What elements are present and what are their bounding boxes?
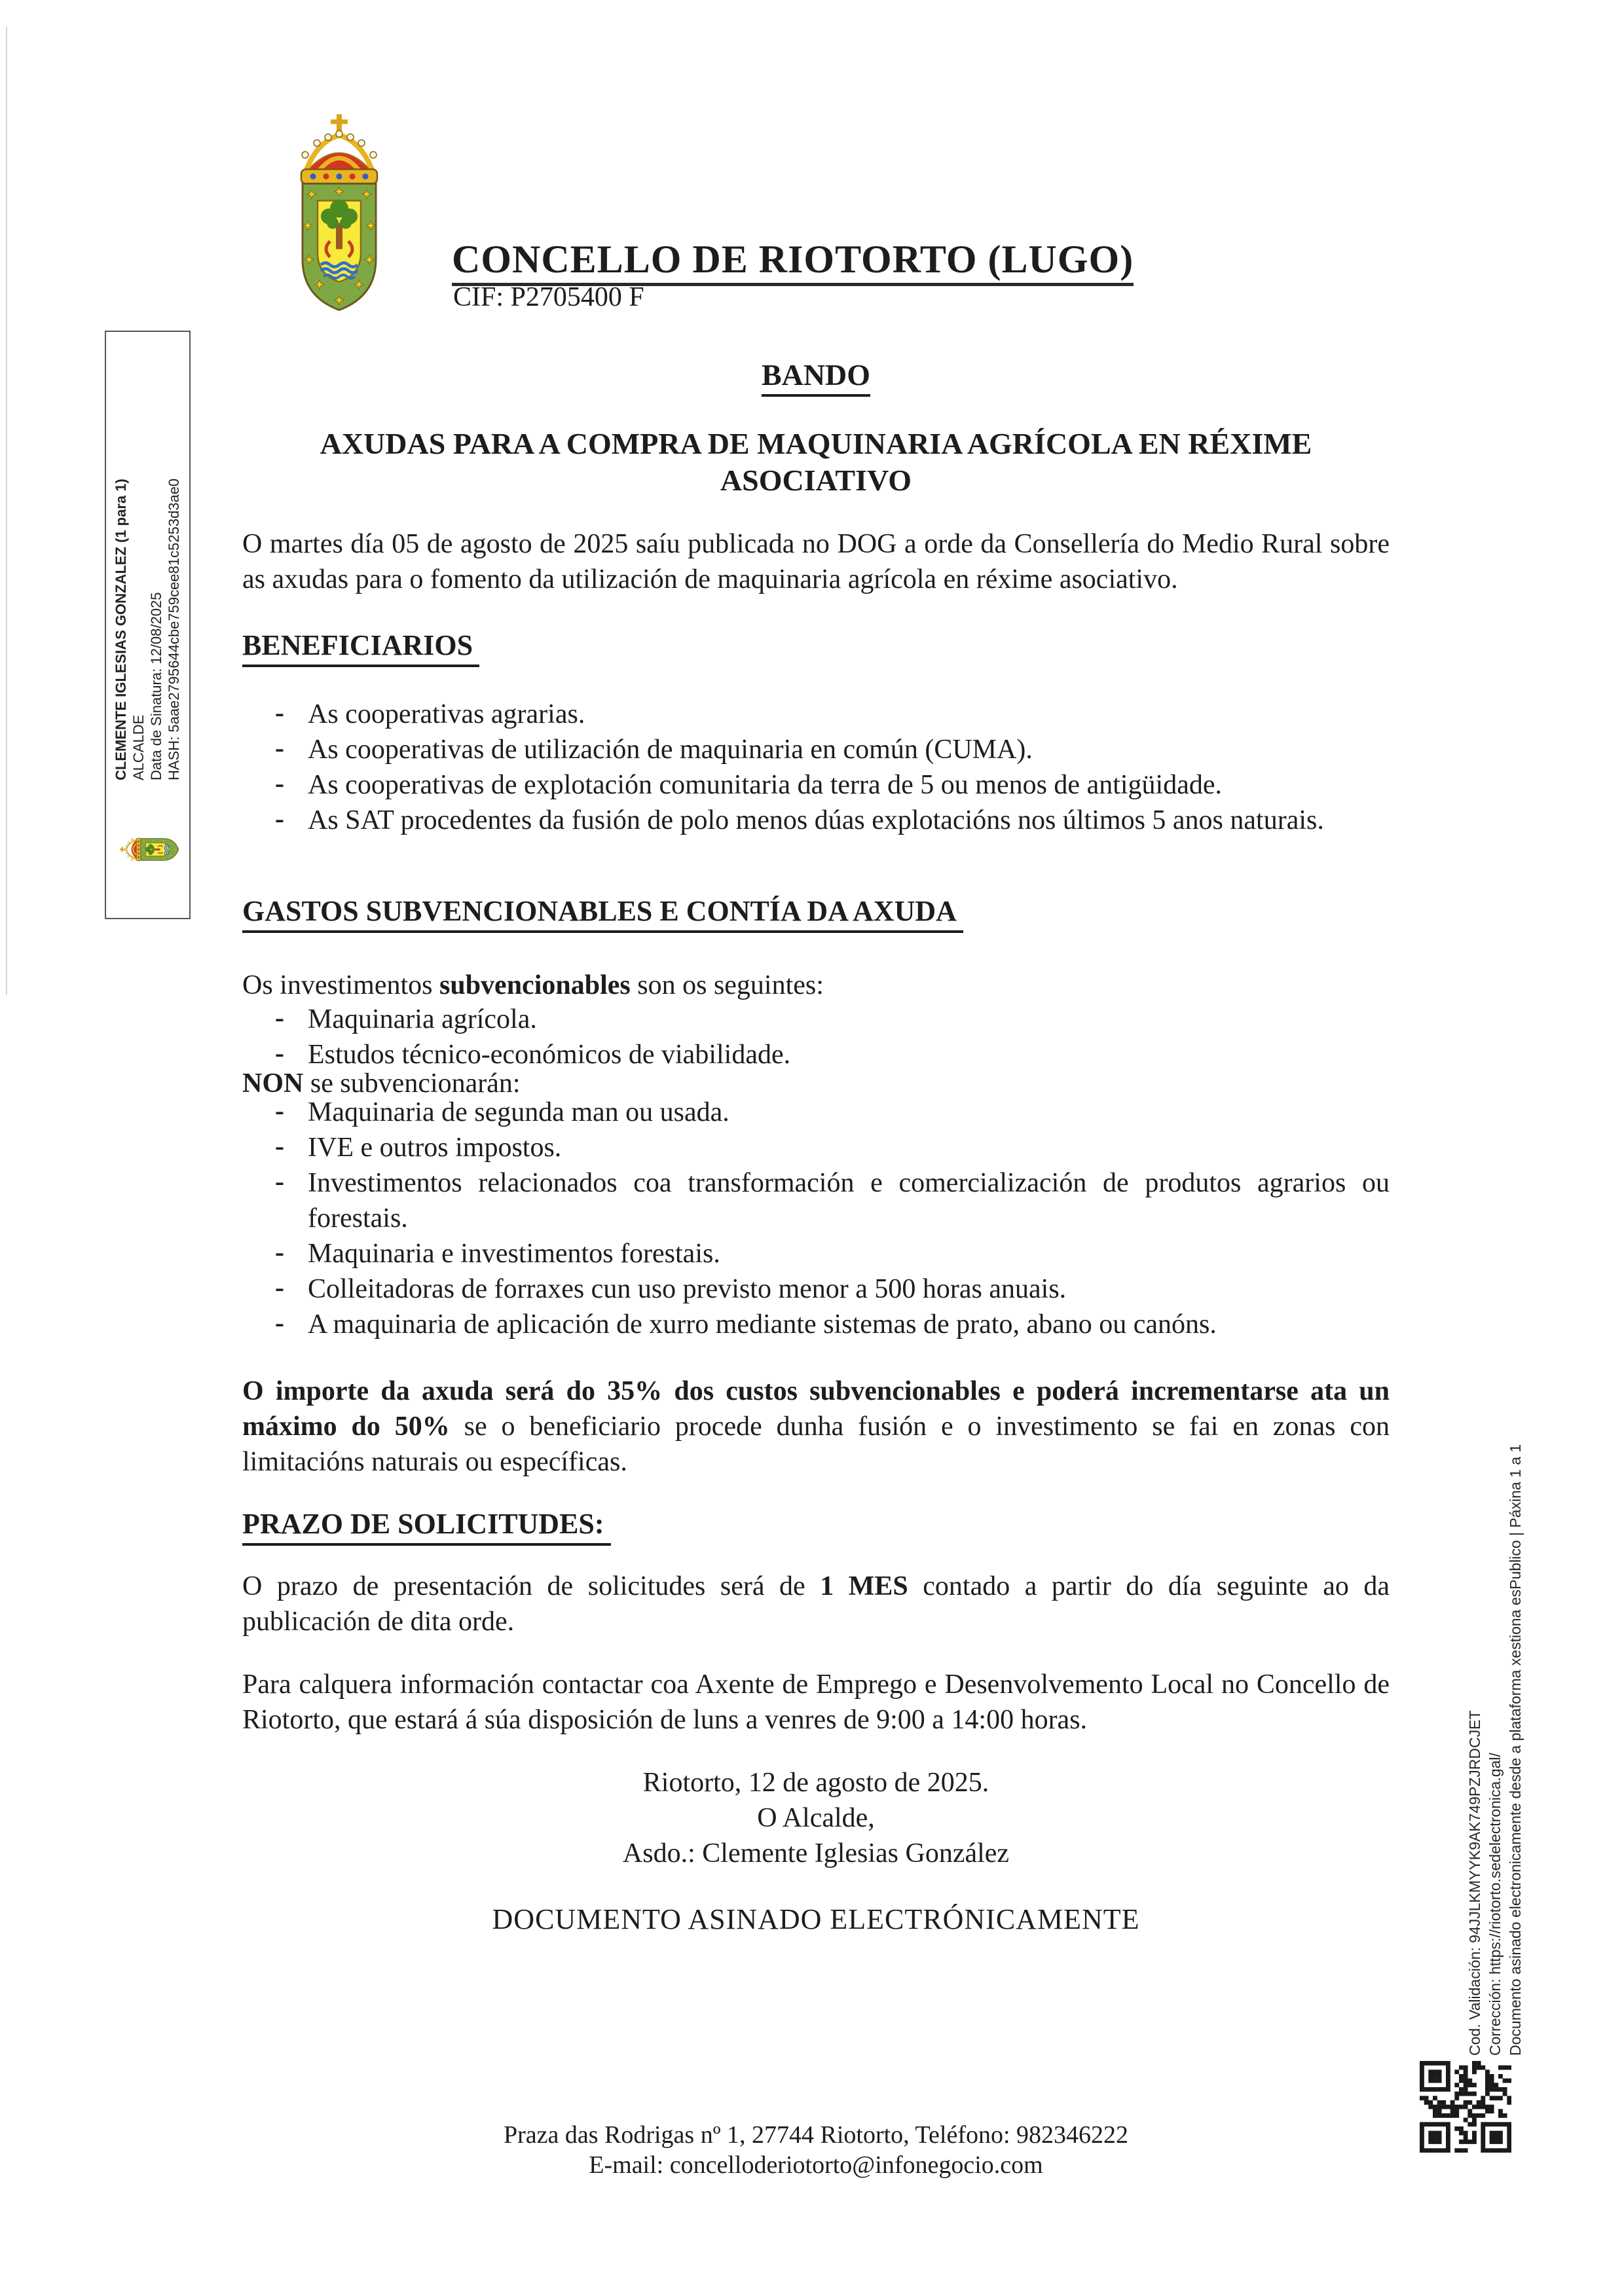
bando-heading: BANDO (242, 357, 1390, 392)
signature-role: O Alcalde, (757, 1803, 875, 1833)
footer-email: E-mail: concelloderiotorto@infonegocio.com (589, 2151, 1043, 2179)
list-item: - As SAT procedentes da fusión de polo menos dúas explotacións nos últimos 5 anos naturais. (242, 803, 1390, 838)
list-item: - A maquinaria de aplicación de xurro mediante sistemas de prato, abano ou canóns. (242, 1307, 1390, 1342)
stamp-signer-name: CLEMENTE IGLESIAS GONZALEZ (1 para 1) (113, 479, 129, 780)
dash-marker: - (275, 1038, 284, 1068)
dash-marker: - (275, 1096, 284, 1126)
signature-place-date: Riotorto, 12 de agosto de 2025. (642, 1768, 989, 1798)
dash-marker: - (275, 1273, 284, 1303)
list-item: - IVE e outros impostos. (242, 1130, 1390, 1165)
validation-note: Documento asinado electronicamente desde a plataforma xestiona esPublico | Páxina 1 a 1 (1507, 1444, 1524, 2056)
signature-signer: Asdo.: Clemente Iglesias González (622, 1838, 1010, 1868)
small-coat-of-arms (120, 832, 181, 867)
signature-block (242, 1765, 1390, 1871)
signed-electronically-note: DOCUMENTO ASINADO ELECTRÓNICAMENTE (492, 1903, 1140, 1935)
dash-marker: - (275, 698, 284, 728)
dash-marker: - (275, 1003, 284, 1033)
intro-paragraph: O martes día 05 de agosto de 2025 saíu publicada no DOG a orde da Consellería do Medio Rural sobre as axudas para o fomento da utilización de maquinaria agrícola en réxime asociativo. (242, 529, 1390, 594)
stamp-signature-date: Data de Sinatura: 12/08/2025 (148, 592, 164, 780)
dash-marker: - (275, 1167, 284, 1197)
left-stamp-text (112, 478, 184, 780)
beneficiarios-heading: BENEFICIARIOS (242, 629, 1390, 662)
prazo-heading: PRAZO DE SOLICITUDES: (242, 1507, 1390, 1540)
dash-marker: - (275, 1131, 284, 1161)
non-subvencionables-line: NON se subvencionarán: (242, 1068, 521, 1099)
qr-code (1420, 2061, 1511, 2153)
prazo-paragraph-2: Para calquera información contactar coa Axente de Emprego e Desenvolvemento Local no Concello de Riotorto, que estará á súa disposición de luns a venres de 9:00 a 14:00 horas. (242, 1669, 1390, 1735)
stamp-signature-hash: HASH: 5aae2795644cbe759cee81c5253d3ae0 (166, 478, 182, 780)
org-cif: CIF: P2705400 F (453, 282, 644, 312)
list-item: - Maquinaria e investimentos forestais. (242, 1236, 1390, 1271)
beneficiarios-list (242, 697, 1390, 838)
subvencionables-list (242, 1002, 1390, 1072)
list-item: - As cooperativas de utilización de maquinaria en común (CUMA). (242, 732, 1390, 767)
gastos-intro: Os investimentos subvencionables son os seguintes: (242, 970, 824, 1000)
validation-url-line: Corrección: https://riotorto.sedelectronica.gal/ (1486, 1753, 1504, 2056)
prazo-paragraph-1: O prazo de presentación de solicitudes será de 1 MES contado a partir do día seguinte ao da publicación de dita orde. (242, 1571, 1390, 1637)
dash-marker: - (275, 1308, 284, 1338)
gastos-heading: GASTOS SUBVENCIONABLES E CONTÍA DA AXUDA (242, 894, 1390, 928)
org-title: CONCELLO DE RIOTORTO (LUGO) (452, 237, 1134, 282)
list-item: - Maquinaria agrícola. (242, 1002, 1390, 1037)
list-item: - Estudos técnico-económicos de viabilidade. (242, 1037, 1390, 1072)
right-validation-stamp (1465, 1381, 1528, 2056)
document-body (242, 0, 1390, 2296)
list-item: - As cooperativas agrarias. (242, 697, 1390, 732)
list-item: - As cooperativas de explotación comunitaria da terra de 5 ou menos de antigüidade. (242, 767, 1390, 803)
list-item: - Maquinaria de segunda man ou usada. (242, 1095, 1390, 1130)
list-item: - Investimentos relacionados coa transformación e comercialización de produtos agrarios ou forestais. (242, 1165, 1390, 1236)
dash-marker: - (275, 1237, 284, 1267)
stamp-signer-role: ALCALDE (130, 714, 147, 780)
footer-address: Praza das Rodrigas nº 1, 27744 Riotorto, Teléfono: 982346222 (503, 2121, 1129, 2149)
doc-title: AXUDAS PARA A COMPRA DE MAQUINARIA AGRÍCOLA EN RÉXIME ASOCIATIVO (320, 427, 1312, 497)
dash-marker: - (275, 733, 284, 763)
dash-marker: - (275, 769, 284, 799)
validation-code: Cod. Validación: 94JJLKMYYK9AK749PZJRDCJET (1466, 1710, 1483, 2056)
non-subvencionables-list (242, 1095, 1390, 1342)
left-signature-stamp (105, 331, 191, 919)
dash-marker: - (275, 804, 284, 834)
page-footer (242, 2120, 1390, 2180)
importe-paragraph: O importe da axuda será do 35% dos custos subvencionables e poderá incrementarse ata un máximo do 50% se o beneficiario procede dunha fusión e o investimento se fai en zonas con limitacións naturais ou específicas. (242, 1376, 1390, 1477)
list-item: - Colleitadoras de forraxes cun uso previsto menor a 500 horas anuais. (242, 1271, 1390, 1307)
scan-artifact-line (6, 26, 7, 995)
